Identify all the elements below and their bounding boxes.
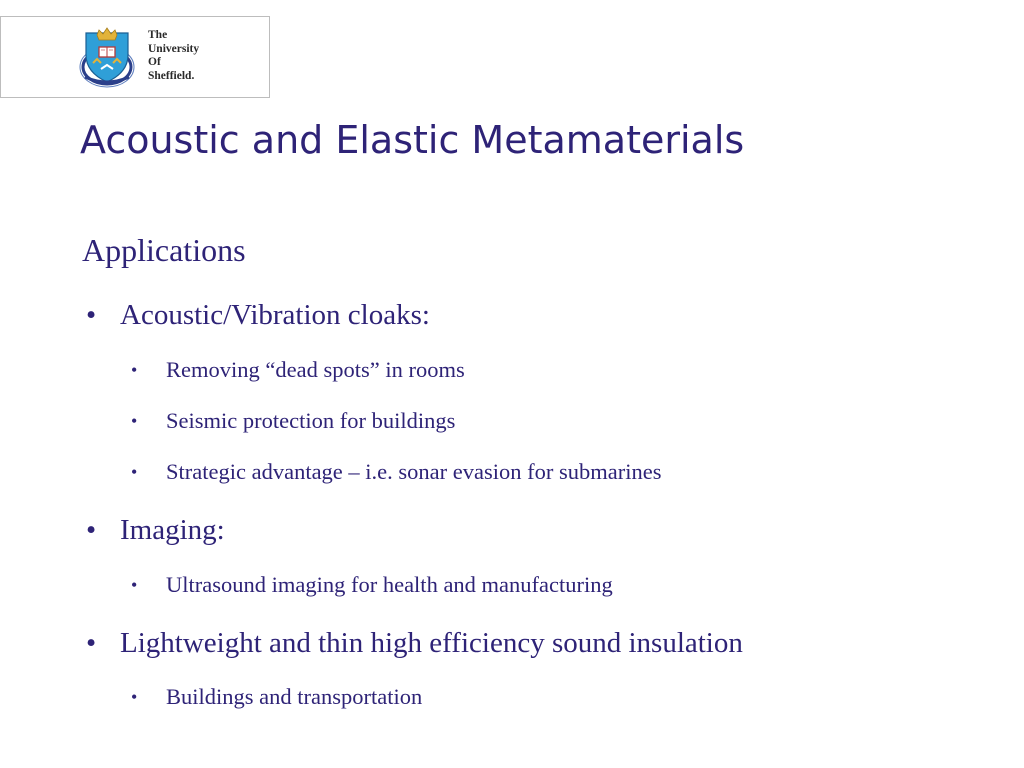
bullet-dot: •	[131, 575, 138, 595]
sub-bullet-text: Seismic protection for buildings	[166, 408, 456, 433]
bullet-dot: •	[86, 627, 97, 659]
bullet-dot: •	[131, 462, 138, 482]
bullet-text: Acoustic/Vibration cloaks:	[120, 299, 430, 331]
university-name-line: The	[148, 29, 168, 41]
bullet-dot: •	[131, 687, 138, 707]
sub-bullet-item	[131, 356, 465, 384]
sub-bullet-text: Ultrasound imaging for health and manufacturing	[166, 572, 613, 597]
bullet-item	[86, 625, 743, 661]
slide-subtitle: Applications	[82, 232, 246, 268]
bullet-dot: •	[86, 299, 97, 331]
sub-bullet-text: Buildings and transportation	[166, 684, 423, 709]
sub-bullet-text: Strategic advantage – i.e. sonar evasion for submarines	[166, 459, 662, 484]
university-name-line: University	[148, 42, 200, 55]
crest-icon	[77, 25, 137, 89]
bullet-dot: •	[131, 411, 138, 431]
slide-title: Acoustic and Elastic Metamaterials	[80, 118, 745, 162]
bullet-text: Imaging:	[120, 514, 225, 546]
sub-bullet-text: Removing “dead spots” in rooms	[166, 357, 465, 382]
university-name-line: Sheffield.	[148, 69, 195, 82]
university-name	[148, 29, 199, 83]
bullet-item	[86, 512, 225, 548]
sub-bullet-item	[131, 683, 422, 711]
sub-bullet-item	[131, 458, 661, 486]
sub-bullet-item	[131, 571, 613, 599]
sub-bullet-item	[131, 407, 455, 435]
bullet-item	[86, 297, 430, 333]
university-name-line: Of	[148, 56, 161, 68]
university-logo	[0, 16, 270, 98]
bullet-dot: •	[86, 514, 97, 546]
bullet-dot: •	[131, 360, 138, 380]
bullet-text: Lightweight and thin high efficiency sound insulation	[120, 627, 743, 659]
